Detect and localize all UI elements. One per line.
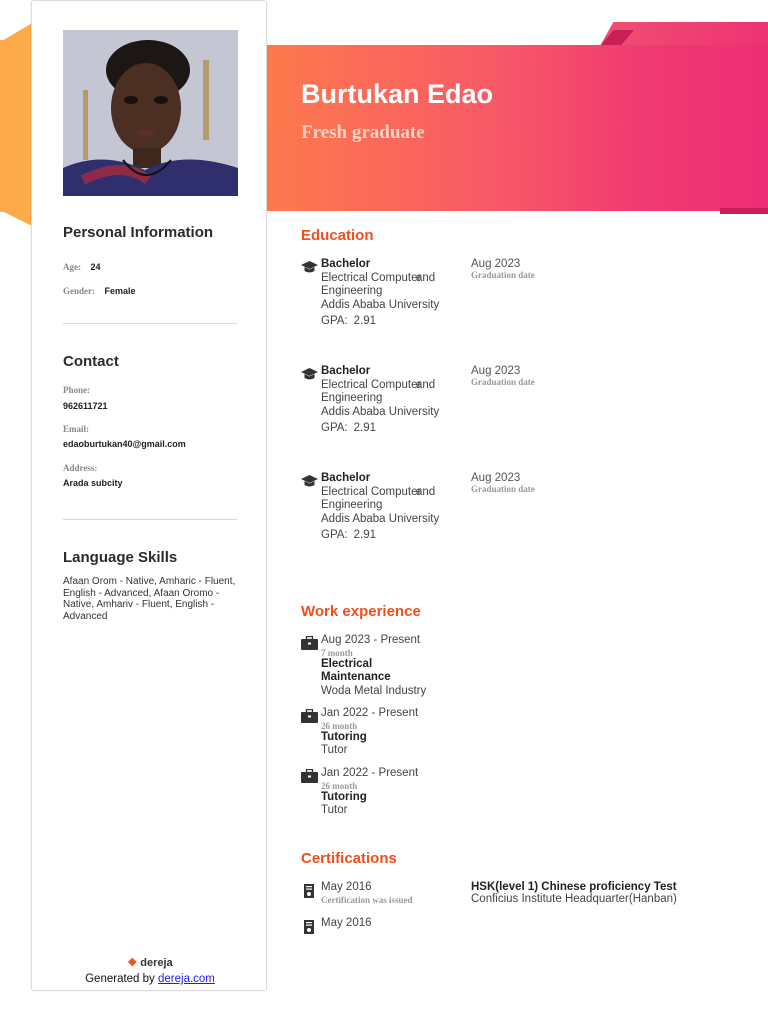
dereja-logo xyxy=(32,956,268,969)
school: Addis Ababa University xyxy=(321,405,440,418)
decor-orange-notch xyxy=(0,22,34,42)
gpa-value: 2.91 xyxy=(353,529,377,541)
work-org: Tutor xyxy=(321,804,348,816)
work-period: Jan 2022 - Present xyxy=(321,707,419,719)
graduation-date: Aug 2023 xyxy=(471,365,521,377)
dereja-logo-icon: ❖ xyxy=(127,957,138,969)
age-label: Age: xyxy=(63,262,81,272)
gpa-label: GPA: xyxy=(321,529,348,541)
gender-value: Female xyxy=(104,286,136,296)
generated-by xyxy=(32,973,268,985)
certification-date: May 2016 xyxy=(321,881,372,893)
degree: Bachelor xyxy=(321,472,371,484)
certification-name: HSK(level 1) Chinese proficiency Test xyxy=(471,881,677,893)
gpa-row xyxy=(321,529,451,543)
work-details xyxy=(321,767,521,818)
briefcase-icon xyxy=(301,769,318,783)
graduation-label: Graduation date xyxy=(471,377,535,387)
gpa-value: 2.91 xyxy=(353,315,377,327)
school: Addis Ababa University xyxy=(321,512,440,525)
graduation-date: Aug 2023 xyxy=(471,472,521,484)
graduation-label: Graduation date xyxy=(471,270,535,280)
work-duration: 7 month xyxy=(321,647,353,658)
certification-issuer: Conficius Institute Headquarter(Hanban) xyxy=(471,893,677,905)
contact-heading: Contact xyxy=(63,353,119,370)
address-label: Address: xyxy=(63,463,98,473)
email-value: edaoburtukan40@gmail.com xyxy=(63,439,186,449)
gender-row xyxy=(63,281,135,299)
work-duration: 26 month xyxy=(321,780,358,791)
gpa-label: GPA: xyxy=(321,422,348,434)
language-heading: Language Skills xyxy=(63,549,178,566)
graduation-cap-icon xyxy=(301,474,318,488)
education-details xyxy=(321,472,451,543)
field: Electrical Computer Engineering xyxy=(321,485,422,511)
candidate-subtitle: Fresh graduate xyxy=(301,122,425,143)
divider xyxy=(63,323,237,324)
work-org: Tutor xyxy=(321,744,348,756)
briefcase-icon xyxy=(301,709,318,723)
gpa-label: GPA: xyxy=(321,315,348,327)
phone-value: 962611721 xyxy=(63,401,108,411)
certification-date: May 2016 xyxy=(321,917,372,929)
divider xyxy=(63,519,237,520)
work-role: Tutoring xyxy=(321,730,367,743)
work-period: Aug 2023 - Present xyxy=(321,634,421,646)
work-details xyxy=(321,707,521,758)
graduation xyxy=(471,365,535,387)
graduation xyxy=(471,258,535,280)
certification-issued-label: Certification was issued xyxy=(321,894,413,905)
profile-photo xyxy=(63,30,238,196)
graduation-label: Graduation date xyxy=(471,484,535,494)
dereja-link[interactable]: dereja.com xyxy=(158,973,215,985)
graduation-cap-icon xyxy=(301,260,318,274)
language-text: Afaan Orom - Native, Amharic - Fluent, English - Advanced, Afaan Oromo - Native, Amhariv - Fluent, English - Advanced xyxy=(63,576,236,622)
work-duration: 26 month xyxy=(321,720,358,731)
decor-banner-bottom xyxy=(720,208,768,214)
work-role: Electrical Maintenance xyxy=(321,657,391,683)
degree: Bachelor xyxy=(321,365,371,377)
graduation-date: Aug 2023 xyxy=(471,258,521,270)
work-period: Jan 2022 - Present xyxy=(321,767,419,779)
degree: Bachelor xyxy=(321,258,371,270)
certifications-heading: Certifications xyxy=(301,850,397,867)
certification-date-block xyxy=(321,917,451,931)
certification-info xyxy=(471,881,677,905)
certificate-icon xyxy=(301,884,318,898)
gpa-value: 2.91 xyxy=(353,422,377,434)
email-label: Email: xyxy=(63,424,89,434)
school: Addis Ababa University xyxy=(321,298,440,311)
education-heading: Education xyxy=(301,227,374,244)
graduation-cap-icon xyxy=(301,367,318,381)
work-org: Woda Metal Industry xyxy=(321,684,427,697)
personal-info-heading: Personal Information xyxy=(63,224,214,241)
phone-label: Phone: xyxy=(63,385,90,395)
and-text: and xyxy=(416,486,436,498)
field: Electrical Computer Engineering xyxy=(321,378,422,404)
generated-by-text: Generated by xyxy=(85,973,155,985)
education-details xyxy=(321,258,451,329)
work-role: Tutoring xyxy=(321,790,367,803)
and-text: and xyxy=(416,272,436,284)
gpa-row xyxy=(321,315,451,329)
address-value: Arada subcity xyxy=(63,478,123,488)
certificate-icon xyxy=(301,920,318,934)
sidebar-card xyxy=(31,0,267,991)
graduation xyxy=(471,472,535,494)
dereja-logo-text: dereja xyxy=(140,957,173,969)
education-details xyxy=(321,365,451,436)
certification-date-block xyxy=(321,881,451,905)
gender-label: Gender: xyxy=(63,286,95,296)
age-row xyxy=(63,257,100,275)
briefcase-icon xyxy=(301,636,318,650)
candidate-name: Burtukan Edao xyxy=(301,79,494,109)
and-text: and xyxy=(416,379,436,391)
work-details xyxy=(321,634,521,698)
field: Electrical Computer Engineering xyxy=(321,271,422,297)
age-value: 24 xyxy=(90,262,101,272)
gpa-row xyxy=(321,422,451,436)
work-heading: Work experience xyxy=(301,603,421,620)
